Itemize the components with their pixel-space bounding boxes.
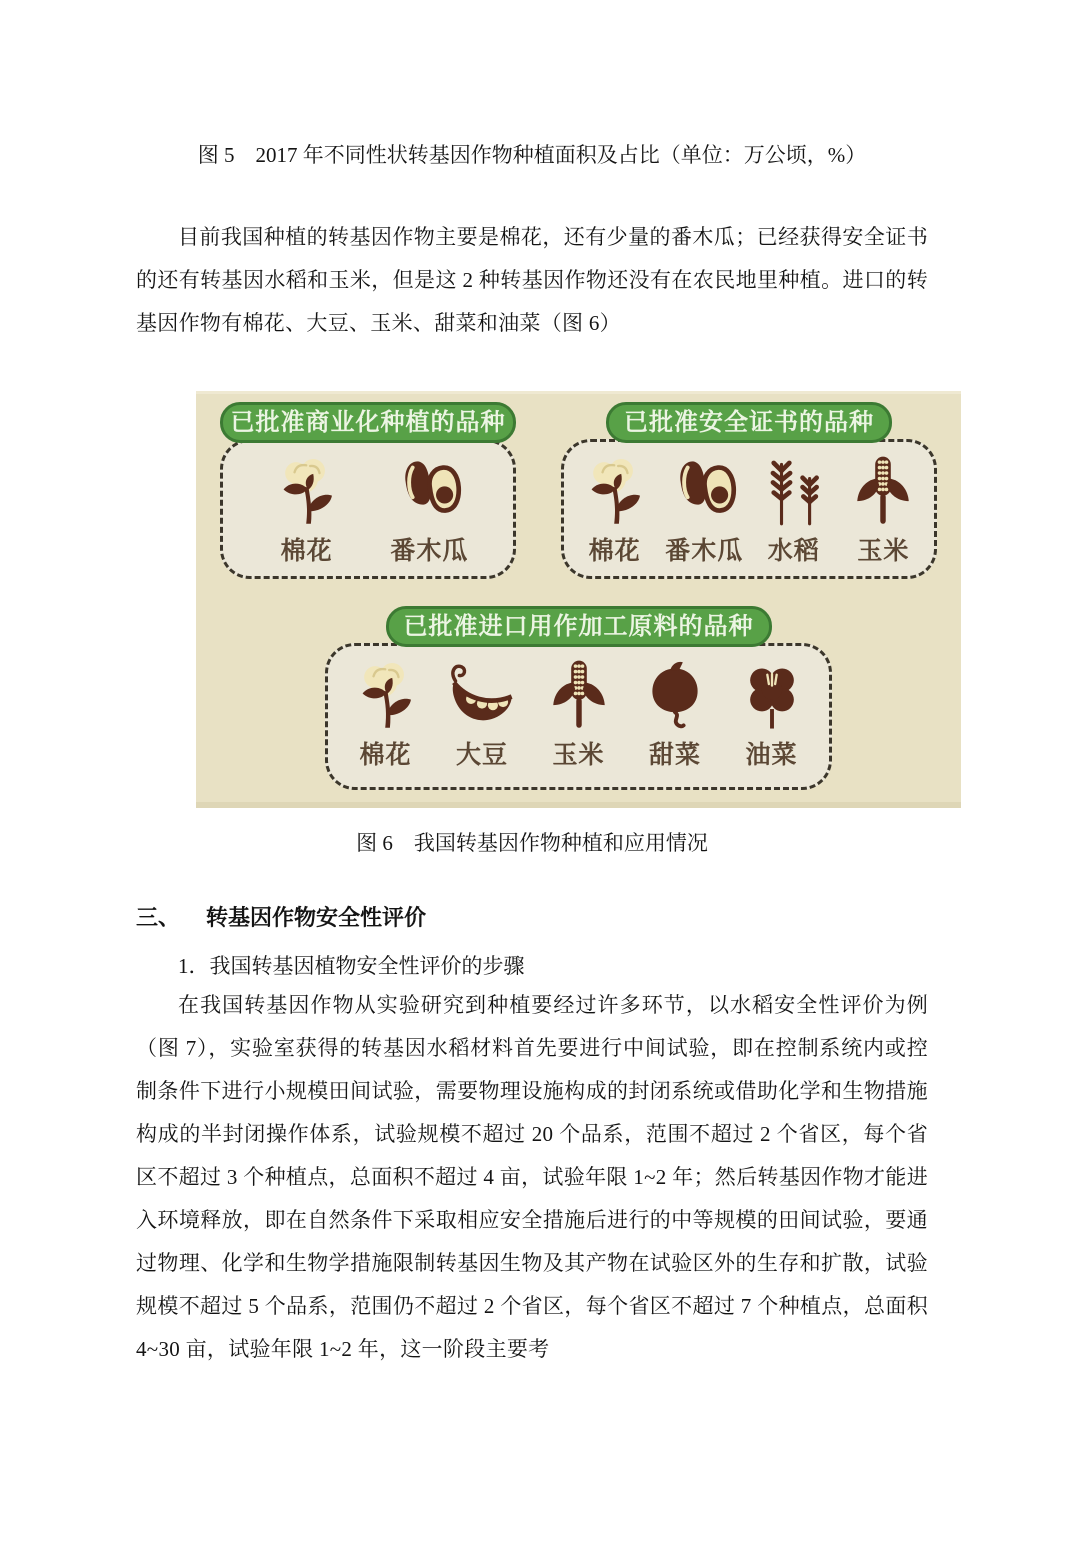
panel-imported-processing: [325, 606, 832, 790]
infographic-top-row: [220, 402, 937, 579]
crop-label: 棉花: [588, 537, 641, 565]
crop-item: [390, 452, 468, 567]
crop-item: [268, 452, 346, 567]
figure6-infographic: [196, 391, 961, 808]
cotton-icon: [347, 656, 425, 734]
panel-safety-certificate: [561, 402, 937, 579]
crop-item: [733, 656, 811, 771]
panel-safety-banner: 已批准安全证书的品种: [606, 402, 892, 443]
section-subitem: 1．我国转基因植物安全性评价的步骤: [178, 954, 525, 978]
panel-commercial-banner: 已批准商业化种植的品种: [220, 402, 516, 443]
crop-label: 番木瓜: [665, 537, 744, 565]
crop-item: [347, 656, 425, 771]
body-paragraph: 在我国转基因作物从实验研究到种植要经过许多环节，以水稻安全性评价为例（图 7），实验室获得的转基因水稻材料首先要进行中间试验，即在控制系统内或控制条件下进行小规模田间试验，需要物理设施构成的封闭系统或借助化学和生物措施构成的半封闭操作体系，试验规模不超过 20 个品系，范围不超过 2 个省区，每个省区不超过 3 个种植点，总面积不超过 4 亩，试验年限 1~2 年；然后转基因作物才能进入环境释放，即在自然条件下采取相应安全措施后进行的中等规模的田间试验，要通过物理、化学和生物学措施限制转基因生物及其产物在试验区外的生存和扩散，试验规模不超过 5 个品系，范围仍不超过 2 个省区，每个省区不超过 7 个种植点，总面积 4~30 亩，试验年限 1~2 年，这一阶段主要考: [136, 993, 928, 1361]
crop-item: [665, 452, 743, 567]
cotton-icon: [576, 452, 654, 530]
intro-paragraph: 目前我国种植的转基因作物主要是棉花，还有少量的番木瓜；已经获得安全证书的还有转基因水稻和玉米，但是这 2 种转基因作物还没有在农民地里种植。进口的转基因作物有棉花、大豆、玉米、甜菜和油菜（图 6）: [136, 225, 928, 335]
soybean-icon: [443, 656, 521, 734]
corn-icon: [844, 452, 922, 530]
crop-label: 玉米: [552, 741, 605, 769]
crop-label: 棉花: [359, 741, 412, 769]
papaya-icon: [390, 452, 468, 530]
figure6-caption: 图 6 我国转基因作物种植和应用情况: [356, 831, 708, 855]
corn-icon: [540, 656, 618, 734]
crop-label: 甜菜: [648, 741, 701, 769]
crop-item: [443, 656, 521, 771]
crop-label: 油菜: [745, 741, 798, 769]
section-heading: [136, 902, 928, 934]
crop-item: [636, 656, 714, 771]
panel-imported-box: [325, 643, 832, 790]
crop-label: 大豆: [455, 741, 508, 769]
text-column: [136, 140, 928, 1371]
rapeseed-icon: [733, 656, 811, 734]
sugar-beet-icon: [636, 656, 714, 734]
crop-item: [844, 452, 922, 567]
crop-label: 番木瓜: [390, 537, 469, 565]
cotton-icon: [268, 452, 346, 530]
rice-icon: [755, 452, 833, 530]
panel-imported-banner: 已批准进口用作加工原料的品种: [386, 606, 772, 647]
crop-label: 玉米: [857, 537, 910, 565]
papaya-icon: [665, 452, 743, 530]
crop-item: [755, 452, 833, 567]
section-title: 转基因作物安全性评价: [206, 905, 427, 930]
section-number: 三、: [136, 905, 181, 930]
crop-item: [576, 452, 654, 567]
crop-item: [540, 656, 618, 771]
panel-safety-box: [561, 439, 937, 579]
panel-commercial-planting: [220, 402, 516, 579]
figure5-caption: 图 5 2017 年不同性状转基因作物种植面积及占比（单位：万公顷，%）: [197, 143, 867, 167]
crop-label: 棉花: [280, 537, 333, 565]
panel-commercial-box: [220, 439, 516, 579]
crop-label: 水稻: [767, 537, 820, 565]
